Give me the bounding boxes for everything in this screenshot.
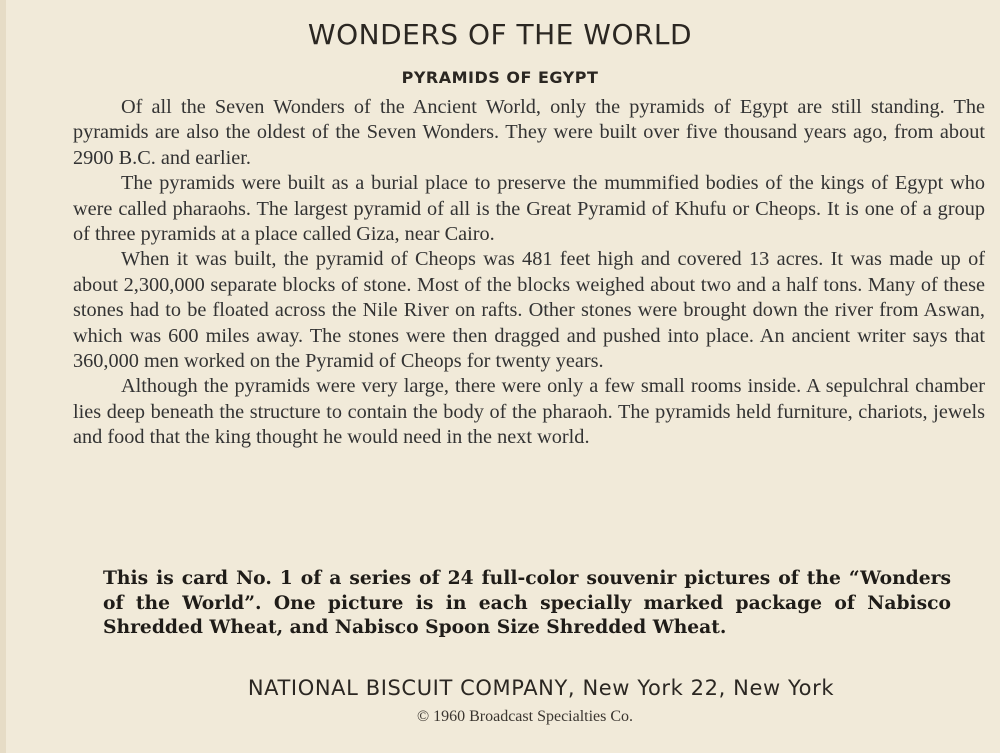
- promo-text: This is card No. 1 of a series of 24 full-color souvenir pictures of the “Wonders of the World”. One picture is in each specially marked package of Nabisco Shredded Wheat, and Nabisco Spoon Size Shredded Wheat.: [103, 567, 951, 638]
- company-line: NATIONAL BISCUIT COMPANY, New York 22, New York: [247, 676, 835, 700]
- card-subtitle: PYRAMIDS OF EGYPT: [401, 68, 599, 87]
- paragraph-construction: When it was built, the pyramid of Cheops was 481 feet high and covered 13 acres. It was made up of about 2,300,000 separate blocks of stone. Most of the blocks weighed about two and a half tons. Many of these stones had to be floated across the Nile River on rafts. Other stones were brought down the river from Aswan, which was 600 miles away. The stones were then dragged and pushed into place. An ancient writer says that 360,000 men worked on the Pyramid of Cheops for twenty years.: [73, 248, 985, 373]
- card-body: [73, 95, 985, 451]
- paragraph-interior: Although the pyramids were very large, there were only a few small rooms inside. A sepulchral chamber lies deep beneath the structure to contain the body of the pharaoh. The pyramids held furniture, chariots, jewels and food that the king thought he would need in the next world.: [73, 375, 985, 449]
- copyright-line: © 1960 Broadcast Specialties Co.: [416, 708, 634, 725]
- card-edge: [0, 0, 6, 753]
- card-title: WONDERS OF THE WORLD: [307, 18, 693, 51]
- paragraph-intro: Of all the Seven Wonders of the Ancient World, only the pyramids of Egypt are still standing. The pyramids are also the oldest of the Seven Wonders. They were built over five thousand years ago, from about 2900 B.C. and earlier.: [73, 96, 985, 169]
- paragraph-burial: The pyramids were built as a burial place to preserve the mummified bodies of the kings of Egypt who were called pharaohs. The largest pyramid of all is the Great Pyramid of Khufu or Cheops. It is one of a group of three pyramids at a place called Giza, near Cairo.: [73, 172, 985, 246]
